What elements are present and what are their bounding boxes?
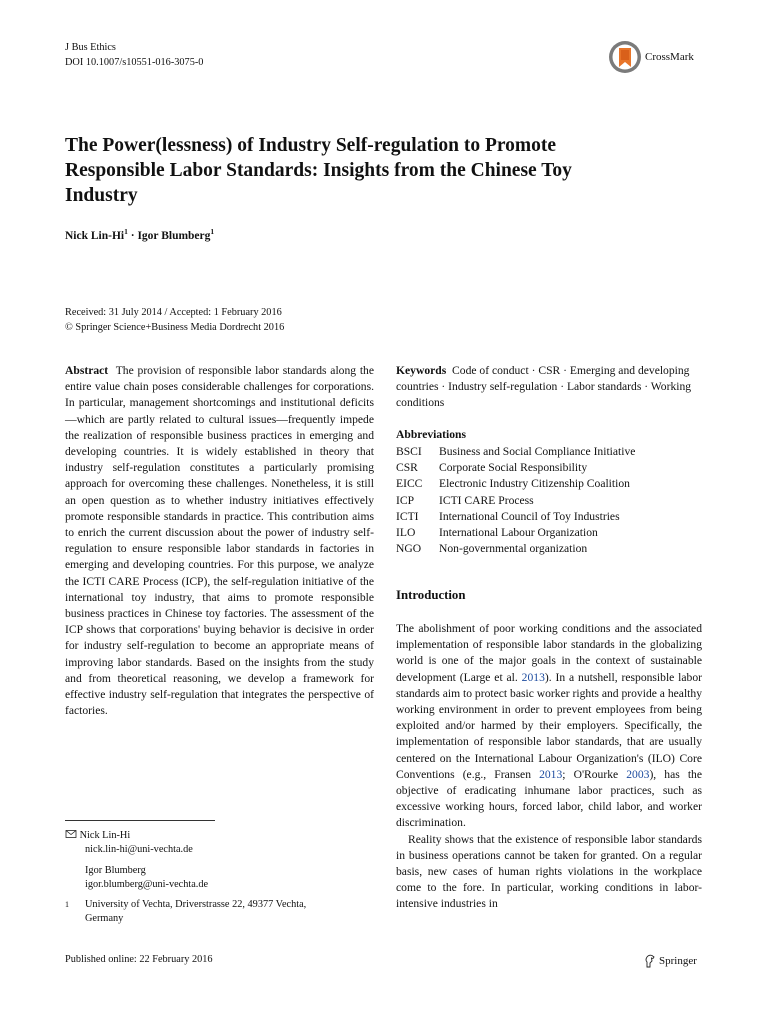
- affiliation-marker: 1: [124, 227, 128, 236]
- author-list: [65, 227, 214, 242]
- crossmark-label: CrossMark: [645, 51, 694, 63]
- citation-link[interactable]: 2013: [539, 767, 563, 781]
- abbreviation-row: [396, 444, 635, 460]
- keywords-text: Code of conduct · CSR · Emerging and developing countries · Industry self-regulation · Labor standards · Working conditions: [396, 364, 692, 410]
- author-affiliations: [65, 829, 306, 927]
- envelope-icon: [65, 830, 77, 838]
- text-run: ). In a nutshell, responsible labor standards aim to protect basic worker rights and provide a healthy working environment in order to prevent employees from being exploited and/or harmed by their employers. Specifically, the implementation of responsible labor standards, that are usually centered on the International Labour Organization's (ILO) Core Conventions (e.g., Fransen: [396, 670, 702, 781]
- abbreviations-heading: Abbreviations: [396, 428, 467, 441]
- abstract: [65, 363, 374, 719]
- author-name[interactable]: Nick Lin-Hi: [65, 229, 125, 242]
- paragraph: [396, 621, 702, 832]
- author-name[interactable]: Igor Blumberg: [137, 229, 211, 242]
- abbreviation-expansion: Corporate Social Responsibility: [439, 461, 588, 475]
- affiliation-marker: 1: [210, 227, 215, 236]
- article-dates: [65, 305, 284, 335]
- copyright: © Springer Science+Business Media Dordrecht 2016: [65, 322, 285, 333]
- abbreviation: ICP: [396, 493, 415, 507]
- affiliation-address: [85, 898, 306, 927]
- citation-link[interactable]: 2003: [626, 767, 650, 781]
- keywords-label: Keywords: [396, 364, 447, 377]
- abbreviation-expansion: Non-governmental organization: [439, 542, 588, 556]
- address-line: Germany: [85, 913, 124, 925]
- author-email[interactable]: igor.blumberg@uni-vechta.de: [85, 878, 209, 890]
- published-date: Published online: 22 February 2016: [65, 954, 213, 965]
- abbreviation: CSR: [396, 461, 418, 475]
- abbreviation-row: [396, 460, 635, 476]
- keywords: [396, 363, 706, 412]
- abbreviation: BSCI: [396, 445, 422, 458]
- abstract-text: The provision of responsible labor standards along the entire value chain poses considerable challenges for corporations. In particular, management shortcomings and institutional deficits—which are partly related to cultural issues—frequently impede the realization of responsible business practices in emerging and developing countries. It is widely established in theory that industry self-regulation constitutes a particularly promising approach for overcoming these challenges. Nonetheless, it is still an open question as to whether industry initiatives effectively promote responsible standards in practice. This contribution aims to enrich the current discussion about the power of industry self-regulation to ensure responsible labor standards in factories in emerging and developing countries. For this purpose, we analyze the ICTI CARE Process (ICP), the self-regulation initiative of the international toy industry, that aims to promote responsible business practices in Chinese toy factories. The assessment of the ICP shows that corporations' buying behavior is decisive in order for industry self-regulation to become an appropriate means of improving labor standards. Based on the insights from the study and from theoretical reasoning, we develop a framework for effective industry self-regulation that integrates the perspective of factories.: [65, 364, 374, 718]
- publisher-logo[interactable]: [644, 954, 697, 968]
- text-run: The abolishment of poor working conditions and the associated implementation of responsible labor standards in the globalizing world is one of the major goals in the context of sustainable development (Large et al.: [396, 622, 702, 684]
- abbreviation-row: [396, 509, 635, 525]
- author-email[interactable]: nick.lin-hi@uni-vechta.de: [85, 844, 193, 856]
- citation-link[interactable]: 2013: [521, 670, 545, 684]
- crossmark-badge[interactable]: [608, 40, 694, 74]
- publisher-name: Springer: [659, 955, 697, 967]
- article-title: The Power(lessness) of Industry Self-regulation to Promote Responsible Labor Standards: Insights from the Chinese Toy Industry: [65, 135, 572, 206]
- abbreviation-expansion: Electronic Industry Citizenship Coalition: [439, 477, 630, 491]
- address-line: University of Vechta, Driverstrasse 22, 49377 Vechta,: [85, 899, 307, 911]
- abbreviation-row: [396, 525, 635, 541]
- abbreviation: ICTI: [396, 509, 419, 523]
- affiliation-number: 1: [65, 900, 69, 910]
- abbreviation: ILO: [396, 526, 416, 540]
- affiliation-entry: [65, 898, 306, 927]
- abstract-label: Abstract: [65, 364, 109, 377]
- received-accepted: Received: 31 July 2014 / Accepted: 1 February 2016: [65, 307, 282, 318]
- abbreviation-expansion: Business and Social Compliance Initiative: [439, 445, 636, 458]
- journal-header: [65, 40, 203, 70]
- abbreviation-expansion: International Council of Toy Industries: [439, 509, 620, 523]
- abbreviation-row: [396, 493, 635, 509]
- crossmark-icon: [608, 40, 642, 74]
- abbreviation: NGO: [396, 542, 422, 556]
- abbreviation-row: [396, 476, 635, 492]
- author-separator: ·: [127, 229, 138, 242]
- author-name: Nick Lin-Hi: [79, 830, 131, 841]
- author-name: Igor Blumberg: [85, 864, 146, 876]
- abbreviation-expansion: International Labour Organization: [439, 526, 598, 540]
- introduction-body: [396, 621, 702, 913]
- abbreviation-expansion: ICTI CARE Process: [439, 493, 534, 507]
- paragraph: Reality shows that the existence of responsible labor standards in business operations cannot be taken for granted. On a regular basis, new cases of human rights violations in the workplace come to the fore. In particular, working conditions in labor-intensive industries in: [396, 832, 702, 911]
- journal-name: J Bus Ethics: [65, 42, 116, 53]
- abbreviation: EICC: [396, 477, 423, 491]
- text-run: ; O'Rourke: [562, 767, 627, 781]
- abbreviation-row: [396, 541, 635, 557]
- abbreviations-list: [396, 444, 635, 557]
- corresponding-author: [65, 829, 306, 843]
- text-run: ), has the objective of eradicating inhumane labor practices, such as excessive working hours, forced labor, child labor, and worker discrimination.: [396, 767, 702, 830]
- introduction-heading: Introduction: [396, 588, 466, 602]
- footnote-divider: [65, 820, 215, 821]
- doi[interactable]: DOI 10.1007/s10551-016-3075-0: [65, 57, 204, 68]
- springer-horse-icon: [644, 954, 656, 968]
